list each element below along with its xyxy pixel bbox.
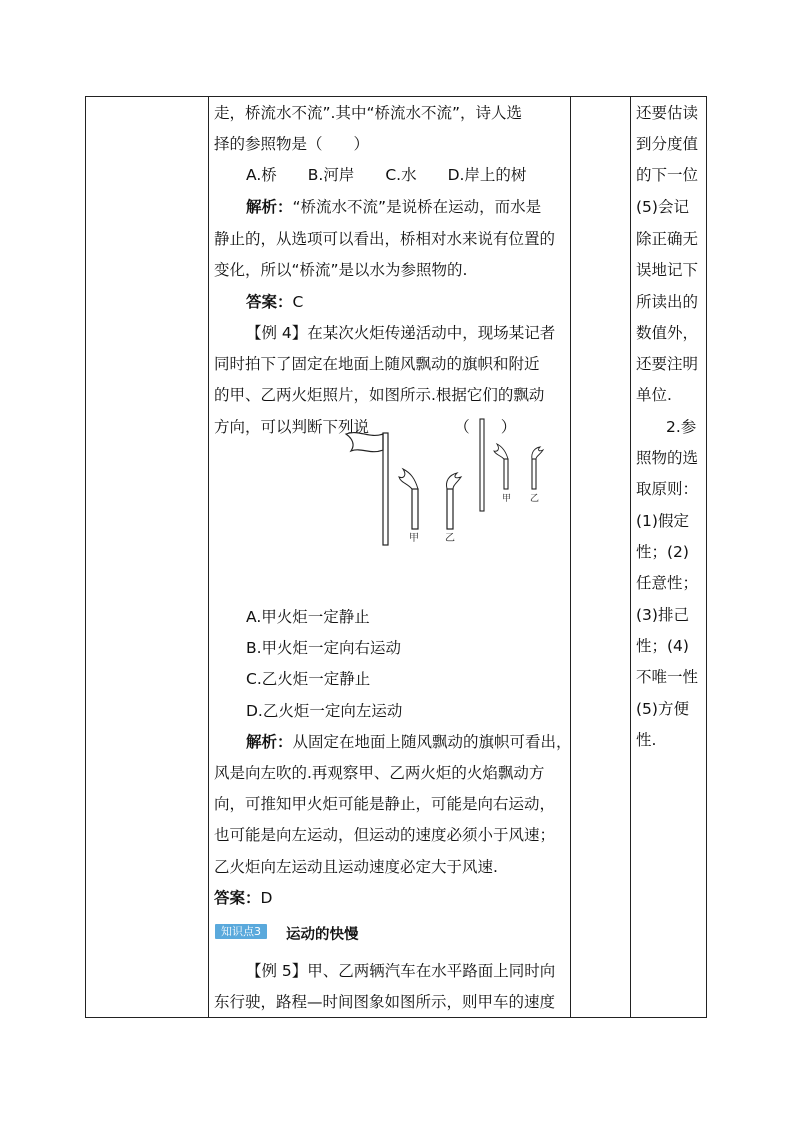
- answer-line: [246, 292, 303, 312]
- option-b: B.甲火炬一定向右运动: [246, 639, 402, 657]
- side-note-line: 还要估读: [636, 104, 699, 122]
- text-line: 东行驶，路程—时间图象如图所示，则甲车的速度: [214, 993, 556, 1011]
- side-note-line: (5)会记: [636, 198, 689, 216]
- knowledge-point-badge: 知识点3: [215, 924, 267, 939]
- lesson-table: [85, 96, 707, 1018]
- label-small-torch-a: 甲: [502, 494, 512, 504]
- option-c: C.乙火炬一定静止: [246, 670, 371, 688]
- torch-a-large: [399, 469, 418, 529]
- side-note-line: 数值外，: [636, 324, 699, 342]
- side-note-line: 所读出的: [636, 293, 699, 311]
- side-note-line: 还要注明: [636, 355, 699, 373]
- knowledge-title: 运动的快慢: [286, 927, 359, 943]
- side-note-line: 到分度值: [636, 135, 699, 153]
- text-line: 变化，所以“桥流”是以水为参照物的.: [214, 261, 468, 279]
- analysis-text: 从固定在地面上随风飘动的旗帜可看出，: [292, 733, 572, 751]
- text-line: 方向，可以判断下列说 （ ）: [214, 418, 517, 436]
- side-note-line: 照物的选: [636, 449, 699, 467]
- text-line: 的甲、乙两火炬照片，如图所示.根据它们的飘动: [214, 386, 545, 404]
- answer-value: C: [292, 293, 304, 311]
- analysis-line: [246, 732, 572, 752]
- side-note-line: 除正确无: [636, 230, 699, 248]
- analysis-line: [246, 197, 541, 217]
- side-note-line: 取原则：: [636, 480, 699, 498]
- text-line: 乙火炬向左运动且运动速度必定大于风速.: [214, 858, 498, 876]
- answer-label: 答案：: [246, 293, 293, 311]
- flag-pole-large: [346, 433, 388, 545]
- analysis-label: 解析：: [246, 198, 293, 216]
- text-line: 风是向左吹的.再观察甲、乙两火炬的火焰飘动方: [214, 764, 545, 782]
- analysis-label: 解析：: [246, 733, 293, 751]
- option-d: D.乙火炬一定向左运动: [246, 702, 403, 720]
- text-line: 同时拍下了固定在地面上随风飘动的旗帜和附近: [214, 355, 540, 373]
- example-title: 【例 4】在某次火炬传递活动中，现场某记者: [246, 324, 556, 342]
- label-small-torch-b: 乙: [530, 494, 540, 504]
- side-note-line: 2.参: [666, 418, 697, 436]
- example-title: 【例 5】甲、乙两辆汽车在水平路面上同时向: [246, 962, 556, 980]
- text-line: 走，桥流水不流”.其中“桥流水不流”，诗人选: [214, 104, 523, 122]
- side-note-line: 单位.: [636, 386, 672, 404]
- text-line: 择的参照物是（ ）: [214, 135, 370, 153]
- side-note-line: 不唯一性: [636, 668, 699, 686]
- text-line: 也可能是向左运动，但运动的速度必须小于风速；: [214, 826, 556, 844]
- side-note-line: 性；(2): [636, 543, 689, 561]
- answer-line: [214, 888, 272, 908]
- text-line: 静止的，从选项可以看出，桥相对水来说有位置的: [214, 230, 556, 248]
- column-divider: [630, 97, 631, 1017]
- side-note-line: 误地记下: [636, 261, 699, 279]
- side-note-line: 任意性；: [636, 574, 699, 592]
- side-note-line: (5)方便: [636, 700, 689, 718]
- option-a: A.甲火炬一定静止: [246, 608, 370, 626]
- flag-pole-small: [480, 419, 484, 511]
- text-line: 向，可推知甲火炬可能是静止，可能是向右运动，: [214, 795, 556, 813]
- torch-b-small: [532, 447, 543, 489]
- column-divider: [208, 97, 209, 1017]
- small-torch-flag-figure: [436, 417, 576, 517]
- answer-value: D: [260, 889, 273, 907]
- side-note-line: (1)假定: [636, 512, 689, 530]
- side-note-line: (3)排己: [636, 606, 689, 624]
- options-line: A.桥 B.河岸 C.水 D.岸上的树: [246, 166, 527, 184]
- answer-label: 答案：: [214, 889, 261, 907]
- column-divider: [570, 97, 571, 1017]
- label-torch-b: 乙: [445, 533, 455, 544]
- side-note-line: 性.: [636, 731, 657, 749]
- torch-a-small: [494, 444, 508, 489]
- label-torch-a: 甲: [409, 533, 419, 544]
- side-note-line: 性；(4): [636, 637, 689, 655]
- analysis-text: “桥流水不流”是说桥在运动，而水是: [292, 198, 542, 216]
- side-note-line: 的下一位: [636, 166, 699, 184]
